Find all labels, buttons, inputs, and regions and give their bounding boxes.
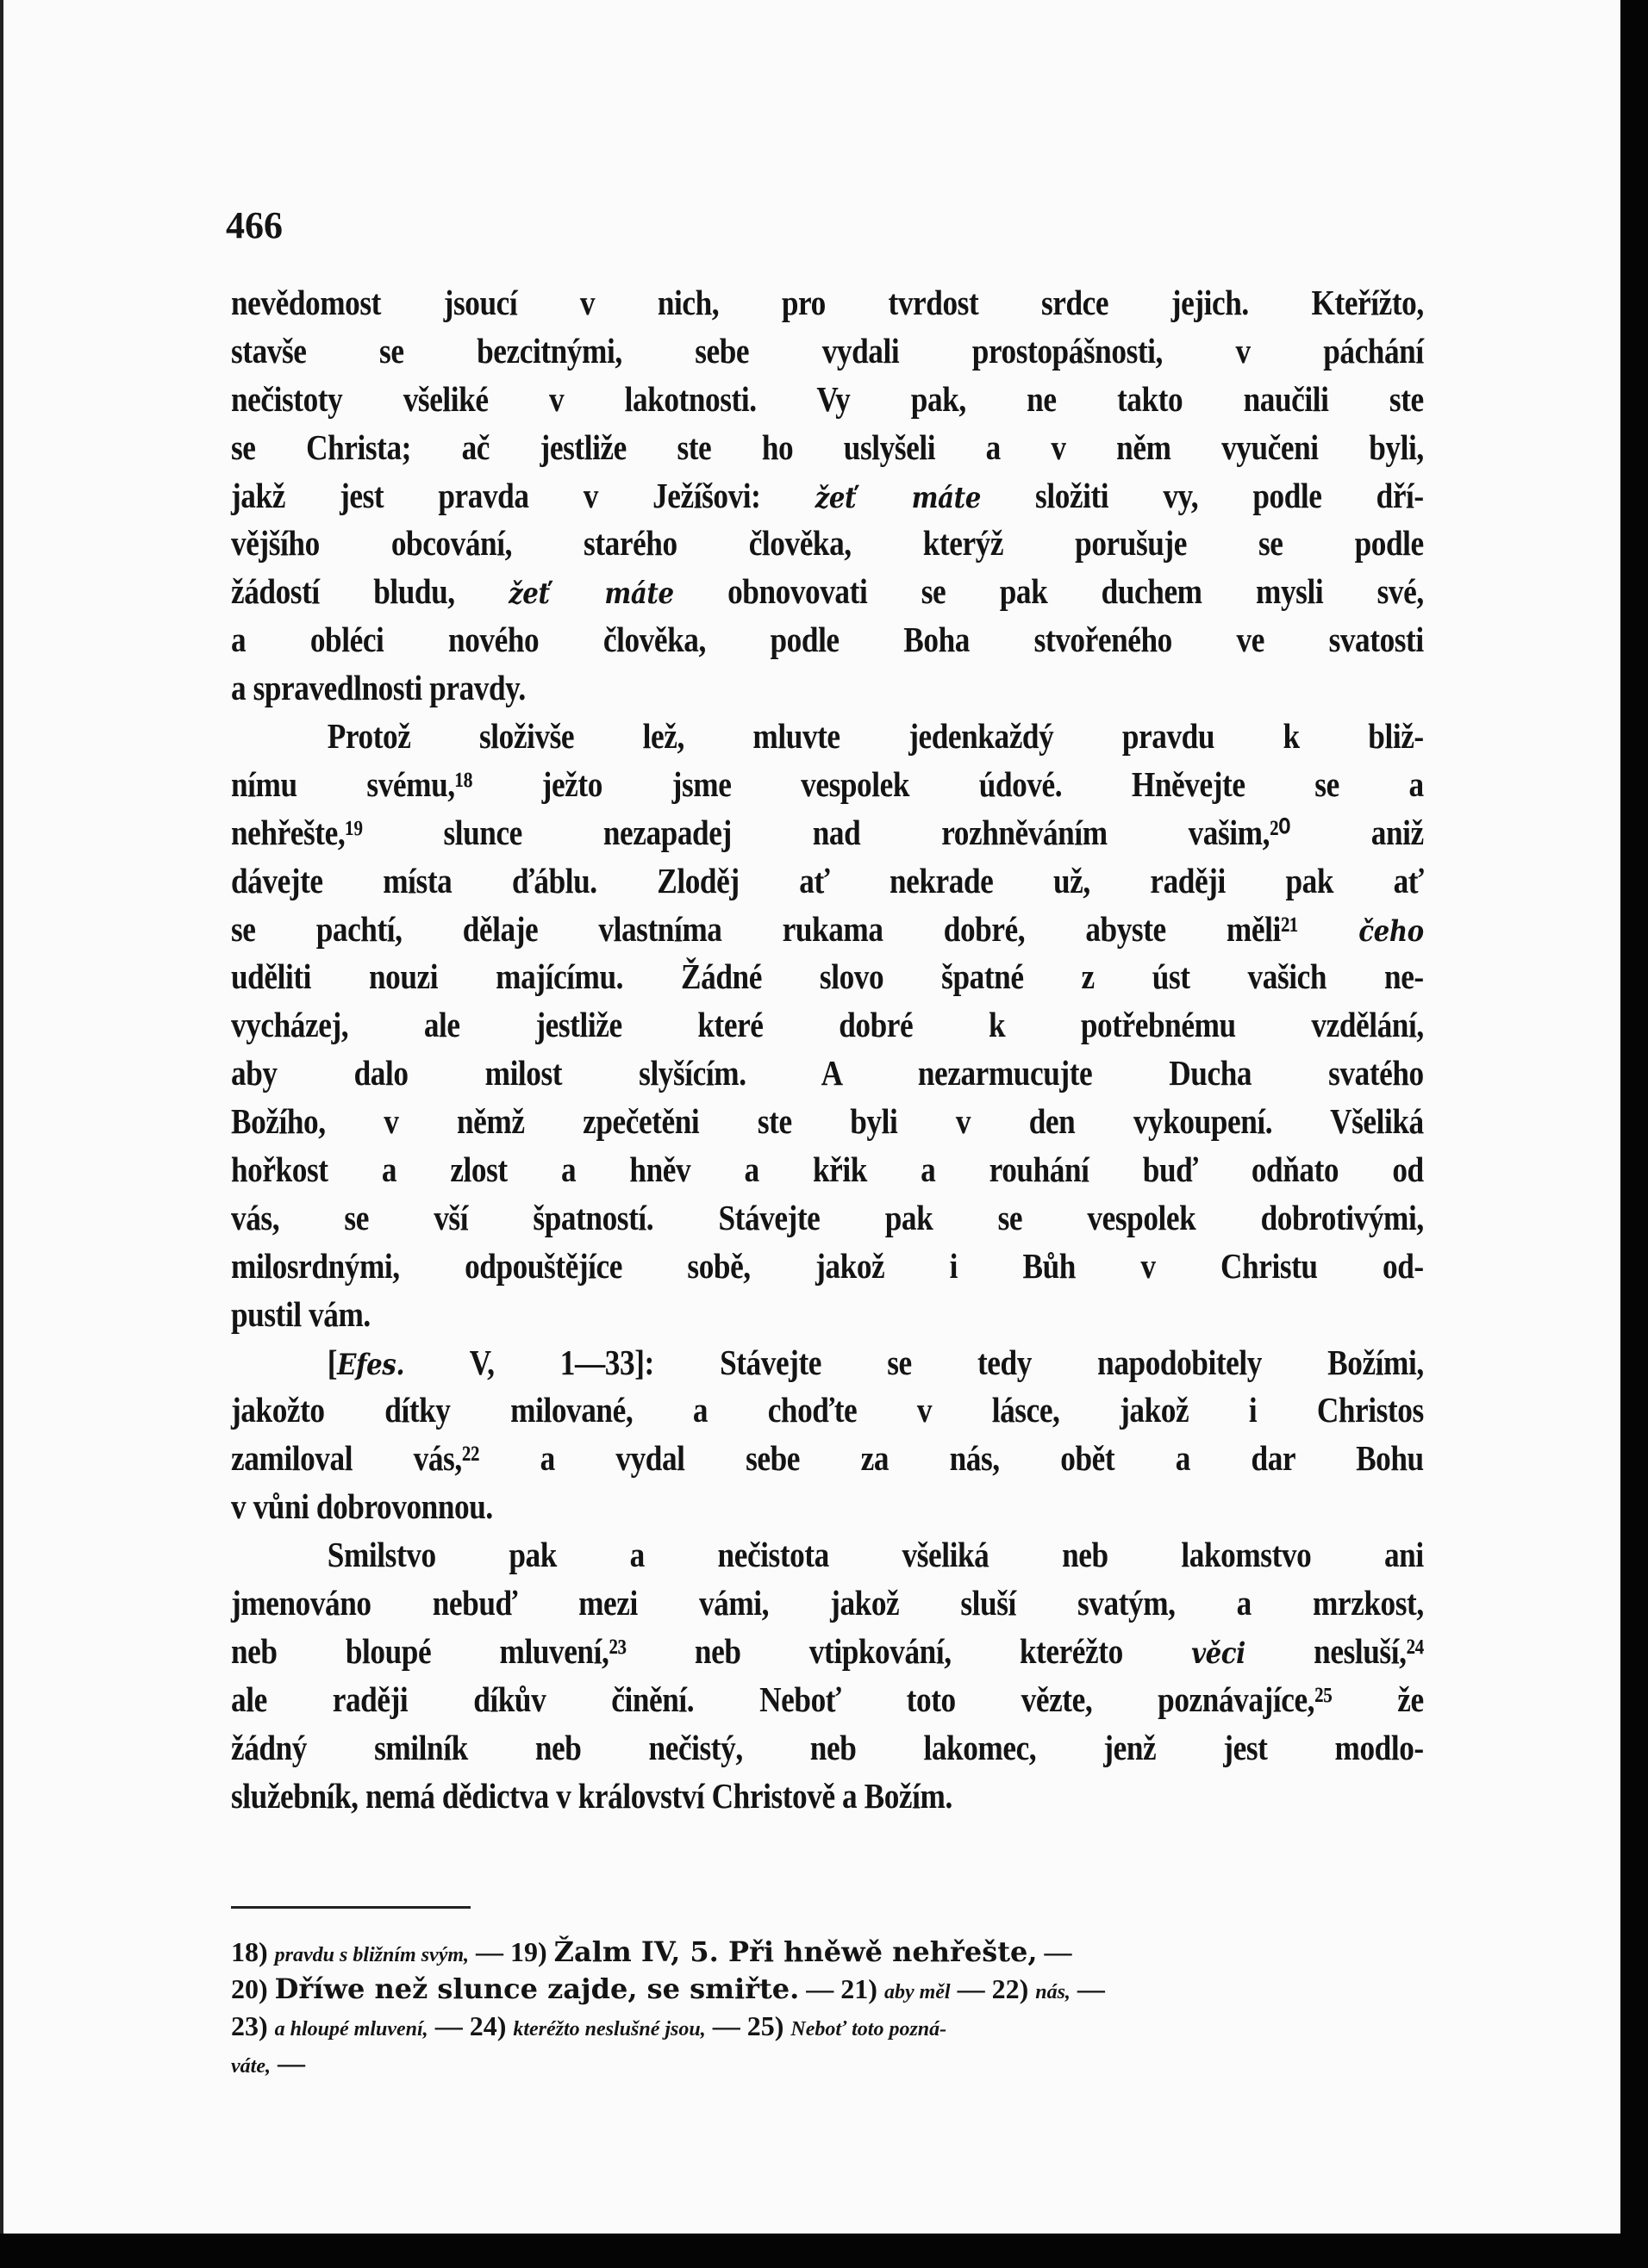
text-line — [231, 1483, 1424, 1531]
italic-text: a hloupé mluvení, — [274, 2018, 428, 2041]
text-line — [231, 1580, 1424, 1628]
footnote-line — [231, 1971, 1424, 2008]
text-segment: jakž jest pravda v Ježíšovi: — [231, 475, 815, 515]
italic-text: Neboť toto pozná- — [790, 2018, 947, 2041]
text-segment: ale raději díkův činění. Neboť toto vězte, poznávajíce,²⁵ že — [231, 1679, 1424, 1719]
text-line — [231, 906, 1424, 954]
text-segment: — — [270, 2047, 305, 2078]
text-line — [231, 520, 1424, 568]
text-segment: zamiloval vás,²² a vydal sebe za nás, obět a dar Bohu — [231, 1438, 1424, 1479]
text-segment: nečistoty všeliké v lakotnosti. Vy pak, ne takto naučili ste — [231, 378, 1424, 419]
text-line — [231, 1146, 1424, 1194]
text-segment: — 21) — [799, 1973, 884, 2004]
footnote-line — [231, 2008, 1424, 2045]
text-segment: — 24) — [428, 2010, 514, 2041]
fraktur-text: žeť máte — [815, 480, 981, 515]
text-segment: V, 1—33]: Stávejte se tedy napodobitely Božími, — [404, 1342, 1424, 1382]
text-line — [231, 279, 1424, 327]
text-line — [231, 1194, 1424, 1243]
text-line — [231, 568, 1424, 616]
text-segment: Božího, v němž zpečetěni ste byli v den vykoupení. Všeliká — [231, 1101, 1424, 1142]
text-segment: nevědomost jsoucí v nich, pro tvrdost srdce jejich. Kteřížto, — [231, 283, 1424, 322]
text-segment: — — [1070, 1973, 1105, 2004]
text-line — [231, 713, 1424, 761]
fraktur-text: čeho — [1358, 913, 1424, 949]
text-line — [231, 1291, 1424, 1339]
text-segment: 18) — [231, 1936, 275, 1967]
text-line — [231, 1773, 1424, 1821]
text-line — [231, 472, 1424, 520]
text-segment: [ — [327, 1342, 338, 1382]
text-segment: — 19) — [469, 1936, 554, 1967]
text-segment: neb bloupé mluvení,²³ neb vtipkování, kteréžto — [231, 1630, 1192, 1671]
text-line — [231, 1724, 1424, 1773]
text-segment: uděliti nouzi majícímu. Žádné slovo špatné z úst vašich ne- — [231, 956, 1424, 997]
scan-edge-left — [0, 0, 3, 2268]
text-segment: nesluší,²⁴ — [1245, 1630, 1424, 1671]
fraktur-text: žeť máte — [509, 576, 674, 612]
text-line — [231, 809, 1424, 857]
italic-text: pravdu s bližním svým, — [274, 1944, 470, 1966]
text-segment: žádostí bludu, — [231, 571, 509, 612]
text-segment: Protož složivše lež, mluvte jedenkaždý pravdu k bliž- — [327, 716, 1424, 757]
text-segment: vycházej, ale jestliže které dobré k potřebnému vzdělání, — [231, 1005, 1424, 1045]
text-line — [231, 1339, 1424, 1387]
footnote-line — [231, 2045, 1424, 2082]
text-line — [231, 327, 1424, 376]
text-line — [231, 616, 1424, 664]
text-line — [231, 664, 1424, 713]
text-line — [231, 953, 1424, 1001]
text-line — [231, 1098, 1424, 1146]
italic-text: aby měl — [883, 1981, 951, 2003]
fraktur-text: Efes. — [337, 1347, 405, 1382]
text-segment: milosrdnými, odpouštějíce sobě, jakož i Bůh v Christu od- — [231, 1245, 1424, 1286]
text-line — [231, 1050, 1424, 1098]
text-segment: se Christa; ač jestliže ste ho uslyšeli a v něm vyučeni byli, — [231, 427, 1424, 467]
italic-text: nás, — [1035, 1981, 1071, 2003]
footnote-rule — [231, 1906, 471, 1909]
text-segment: v vůni dobrovonnou. — [231, 1486, 493, 1527]
text-segment: aby dalo milost slyšícím. A nezarmucujte Ducha svatého — [231, 1053, 1424, 1094]
italic-text: váte, — [231, 2055, 271, 2078]
fraktur-text: Dříwe než slunce zajde, se smiřte. — [274, 1972, 800, 2005]
text-segment: stavše se bezcitnými, sebe vydali prostopášnosti, v páchání — [231, 330, 1424, 371]
text-segment: nehřešte,¹⁹ slunce nezapadej nad rozhněváním vašim,²⁰ aniž — [231, 812, 1424, 852]
text-line — [231, 1531, 1424, 1580]
text-segment: složiti vy, podle dří- — [980, 475, 1424, 515]
text-line — [231, 761, 1424, 809]
fraktur-text: Žalm IV, 5. Při hněwě nehřešte, — [553, 1935, 1038, 1968]
text-line — [231, 424, 1424, 472]
text-segment: 20) — [231, 1973, 275, 2004]
text-segment: pustil vám. — [231, 1293, 371, 1334]
text-segment: — — [1037, 1936, 1072, 1967]
text-segment: jakožto dítky milované, a choďte v lásce, jakož i Christos — [231, 1390, 1424, 1430]
text-line — [231, 1001, 1424, 1050]
text-segment: vějšího obcování, starého člověka, kterýž porušuje se podle — [231, 523, 1424, 564]
text-segment: obnovovati se pak duchem mysli své, — [673, 571, 1424, 612]
text-line — [231, 1628, 1424, 1676]
text-segment: dávejte místa ďáblu. Zloděj ať nekrade už, raději pak ať — [231, 860, 1424, 900]
footnotes — [231, 1934, 1424, 2082]
fraktur-text: věci — [1191, 1636, 1245, 1671]
text-line — [231, 376, 1424, 424]
scan-edge-right — [1620, 0, 1648, 2268]
body-text — [231, 279, 1424, 1821]
italic-text: kteréžto neslušné jsou, — [513, 2018, 706, 2041]
text-line — [231, 857, 1424, 906]
text-line — [231, 1243, 1424, 1291]
text-segment: — 22) — [950, 1973, 1036, 2004]
page-number: 466 — [226, 204, 283, 246]
footnote-line — [231, 1934, 1424, 1971]
text-line — [231, 1676, 1424, 1724]
text-segment: služebník, nemá dědictva v království Christově a Božím. — [231, 1775, 952, 1816]
scan-edge-bottom — [0, 2234, 1648, 2268]
text-segment: se pachtí, dělaje vlastníma rukama dobré, abyste měli²¹ — [231, 908, 1359, 949]
text-segment: žádný smilník neb nečistý, neb lakomec, jenž jest modlo- — [231, 1727, 1424, 1767]
text-segment: — 25) — [705, 2010, 791, 2041]
text-segment: jmenováno nebuď mezi vámi, jakož sluší svatým, a mrzkost, — [231, 1583, 1424, 1623]
text-segment: 23) — [231, 2010, 275, 2041]
text-line — [231, 1435, 1424, 1483]
text-segment: a obléci nového člověka, podle Boha stvořeného ve svatosti — [231, 620, 1424, 660]
text-line — [231, 1386, 1424, 1435]
text-segment: a spravedlnosti pravdy. — [231, 668, 526, 708]
text-segment: hořkost a zlost a hněv a křik a rouhání buď odňato od — [231, 1150, 1424, 1190]
text-segment: vás, se vší špatností. Stávejte pak se vespolek dobrotivými, — [231, 1197, 1424, 1237]
text-segment: nímu svému,¹⁸ ježto jsme vespolek údové. Hněvejte se a — [231, 763, 1424, 804]
text-segment: Smilstvo pak a nečistota všeliká neb lakomstvo ani — [327, 1535, 1424, 1575]
